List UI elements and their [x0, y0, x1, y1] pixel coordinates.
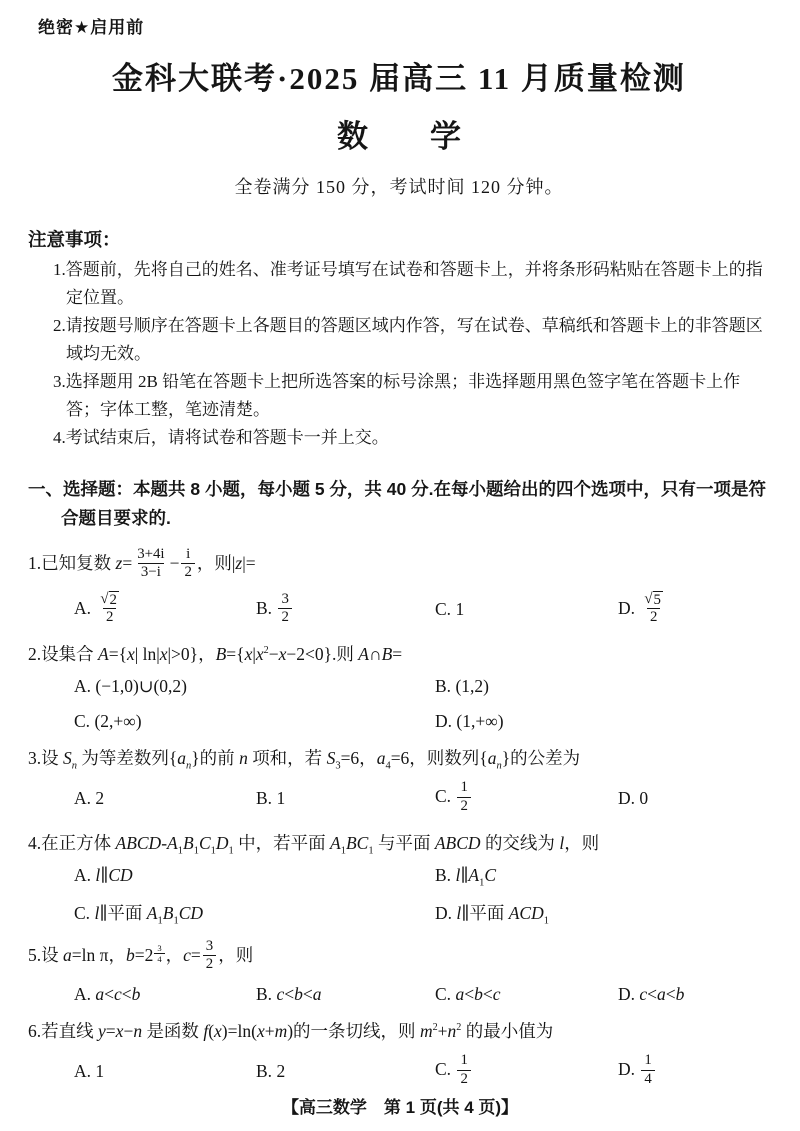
- question-1: [28, 547, 770, 628]
- notice-item-2: 2.请按题号顺序在答题卡上各题目的答题区域内作答，写在试卷、草稿纸和答题卡上的非答题区域均无效。: [53, 316, 763, 363]
- option-D: D. $\frac{1}{4}$: [618, 1053, 770, 1089]
- option-B: B. $l\parallel A_1C$: [435, 864, 497, 889]
- notice-heading: 注意事项：: [28, 229, 121, 250]
- option-A: A. √ 2 2: [74, 590, 117, 626]
- option-C: C. a<b<c: [435, 984, 501, 1004]
- option-C: C. (2,+∞): [74, 711, 142, 732]
- notice-list: [28, 256, 770, 452]
- option-B: B. 2: [256, 1060, 286, 1081]
- option-C: C. 1: [435, 599, 465, 620]
- option-D: D. c<a<b: [618, 984, 685, 1004]
- option-D: D. √ 5 2: [618, 590, 661, 626]
- option-A: A. l∥CD: [74, 864, 133, 885]
- page-footer: 【高三数学 第 1 页(共 4 页)】: [281, 1098, 519, 1117]
- options-row: [28, 865, 770, 925]
- notice-item-1: 1.答题前，先将自己的姓名、准考证号填写在试卷和答题卡上，并将条形码粘贴在答题卡上的指定位置。: [53, 260, 763, 307]
- exam-info-line: 全卷满分 150 分，考试时间 120 分钟。: [234, 177, 564, 197]
- options-row: [28, 984, 770, 1005]
- question-4: [28, 831, 770, 925]
- option-A: A. a<c<b: [74, 984, 141, 1004]
- option-C: C. $\frac{1}{2}$: [435, 1053, 618, 1089]
- option-B: B. c<b<a: [256, 984, 322, 1004]
- question-stem: 2.设集合 A={x| ln|x|>0}，$B=\{x|x^2-x-2<0\}$.则 A∩B=: [28, 643, 403, 664]
- questions: [28, 547, 770, 1090]
- question-stem: 6.若直线 y=x−n 是函数 f(x)=ln(x+m)的一条切线，则 $m^2+n^2$ 的最小值为: [28, 1021, 554, 1041]
- notice-item-3: 3.选择题用 2B 铅笔在答题卡上把所选答案的标号涂黑；非选择题用黑色签字笔在答题卡上作答；字体工整，笔迹清楚。: [53, 372, 741, 419]
- option-C: C. l∥平面 $A_1B_1CD$: [74, 902, 203, 927]
- options-row: [28, 780, 770, 816]
- option-D: D. 0: [618, 787, 649, 808]
- notice-item-4: 4.考试结束后，请将试卷和答题卡一并上交。: [53, 428, 389, 447]
- question-3: [28, 746, 770, 816]
- option-B: B. 1: [256, 787, 286, 808]
- security-banner: 绝密★启用前: [38, 18, 145, 37]
- option-A: A. 2: [74, 787, 105, 808]
- option-A: A. (−1,0)∪(0,2): [74, 676, 187, 697]
- option-B: B. $\frac{3}{2}$: [256, 592, 435, 628]
- option-D: D. l∥平面 $ACD_1$: [435, 902, 549, 927]
- section-heading: 一、选择题：本题共 8 小题，每小题 5 分，共 40 分.在每小题给出的四个选项中，只有一项是符合题目要求的.: [28, 478, 766, 528]
- exam-title: 金科大联考·2025 届高三 11 月质量检测: [112, 61, 686, 96]
- option-D: D. (1,+∞): [435, 711, 504, 732]
- options-row: [28, 1053, 770, 1089]
- question-2: [28, 642, 770, 732]
- question-5: [28, 939, 770, 1005]
- question-stem: 3.设 $S_n$ 为等差数列$\{a_n\}$的前 n 项和，若 $S_3=6$，$a_4=6$，则数列$\{a_n\}$的公差为: [28, 748, 581, 772]
- subject-title: 数 学: [337, 119, 461, 154]
- question-stem: 1.已知复数 z= $\frac{3+4i}{3-i}$ − $\frac{i}{2}$ ，则|z|=: [28, 545, 256, 581]
- option-A: A. 1: [74, 1060, 105, 1081]
- option-B: B. (1,2): [435, 676, 489, 697]
- question-stem: 4.在正方体 ABCD-$A_1B_1C_1D_1$ 中，若平面 $A_1BC_1$ 与平面 ABCD 的交线为 l，则: [28, 832, 600, 857]
- question-6: [28, 1019, 770, 1089]
- options-row: [28, 676, 770, 732]
- options-row: [28, 592, 770, 628]
- question-stem: 5.设 a=ln π，b=2 $^{\frac{3}{4}}$ ，c= $\frac{3}{2}$ ，则: [28, 937, 254, 973]
- option-C: C. $\frac{1}{2}$: [435, 780, 618, 816]
